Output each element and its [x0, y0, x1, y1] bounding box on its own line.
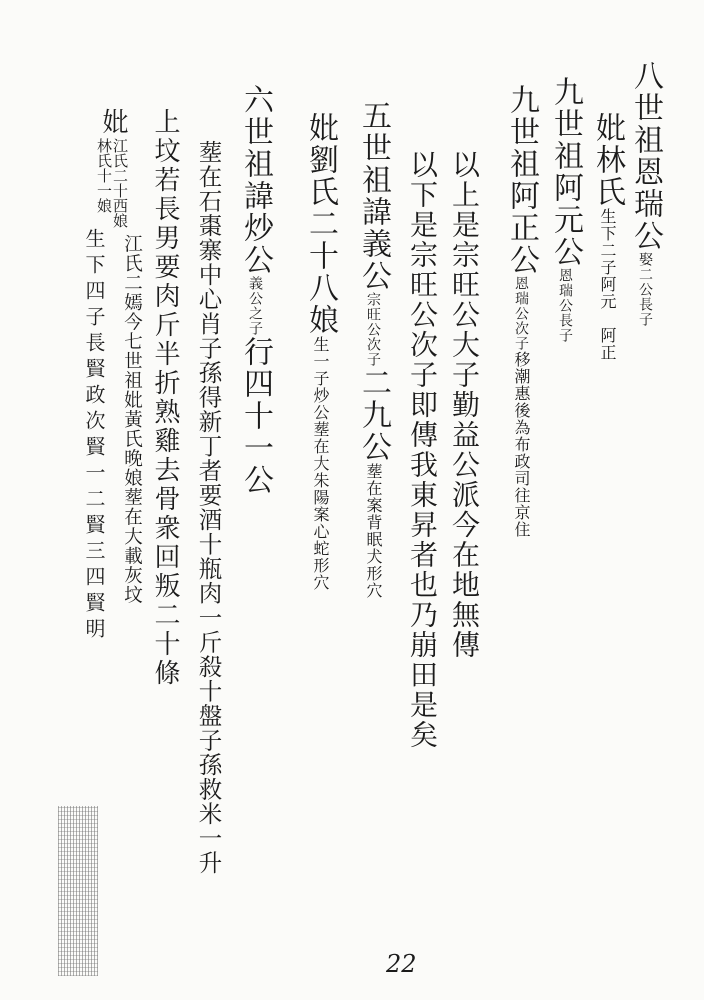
column-4-tail: 移潮惠後為布政司往京住	[512, 351, 531, 538]
column-12-head: 妣	[98, 108, 128, 134]
column-4	[504, 84, 539, 538]
column-6	[406, 150, 439, 750]
column-13	[84, 228, 104, 644]
column-7	[356, 100, 391, 599]
column-11	[152, 108, 178, 688]
column-11-text: 上坟若長男要肉斤半折熟雞去骨衆回叛二十條	[150, 108, 180, 688]
column-10	[194, 140, 223, 875]
column-12	[100, 108, 126, 134]
column-9-text: 六世祖諱炒公	[238, 84, 273, 276]
column-8-text: 妣劉氏二十八娘	[303, 112, 338, 336]
column-1-text: 八世祖恩瑞公	[628, 60, 663, 252]
column-7-note: 宗旺公次子	[365, 292, 381, 367]
column-8	[303, 112, 338, 591]
column-12-mid: 江氏二嫣今七世祖妣黃氏晚娘塟在大載灰坟	[121, 234, 143, 605]
column-9-note: 義公之子	[247, 276, 263, 336]
column-3	[548, 76, 583, 343]
column-12-note-b: 林氏十一娘	[95, 138, 113, 213]
column-9-tail: 行四十一公	[238, 336, 273, 496]
column-1-note: 娶二公長子	[637, 252, 653, 327]
column-6-text: 以下是宗旺公次子即傳我東昇者也乃崩田是矣	[406, 150, 439, 750]
column-4-note: 恩瑞公次子	[513, 276, 529, 351]
column-5	[448, 150, 481, 660]
column-10-text: 塟在石棗寨中心肖子孫得新丁者要酒十瓶肉一斤殺十盤子孫救米一升	[194, 140, 223, 875]
column-9	[238, 84, 273, 496]
column-4-text: 九世祖阿正公	[504, 84, 539, 276]
column-2-note: 生下二子阿元 阿正	[598, 208, 617, 361]
column-7-tail: 塟在案背眠犬形穴	[364, 463, 383, 599]
column-8-note: 生一子炒公	[311, 336, 330, 421]
column-3-text: 九世祖阿元公	[548, 76, 583, 268]
column-12-note-a: 江氏二十西娘	[111, 138, 129, 228]
column-8-tail: 塟在大朱陽案心蛇形穴	[311, 421, 330, 591]
column-1	[628, 60, 663, 327]
column-7-text: 五世祖諱義公	[356, 100, 391, 292]
scan-artifact	[58, 806, 98, 976]
column-13-text: 生下四子長賢政次賢一二賢三四賢明	[82, 228, 106, 644]
page-number: 22	[386, 950, 417, 978]
column-7-mid: 二九公	[356, 367, 391, 463]
column-2-text: 妣林氏	[590, 112, 625, 208]
column-5-text: 以上是宗旺公大子勤益公派今在地無傳	[448, 150, 481, 660]
column-3-note: 恩瑞公長子	[557, 268, 573, 343]
column-2	[590, 112, 625, 361]
